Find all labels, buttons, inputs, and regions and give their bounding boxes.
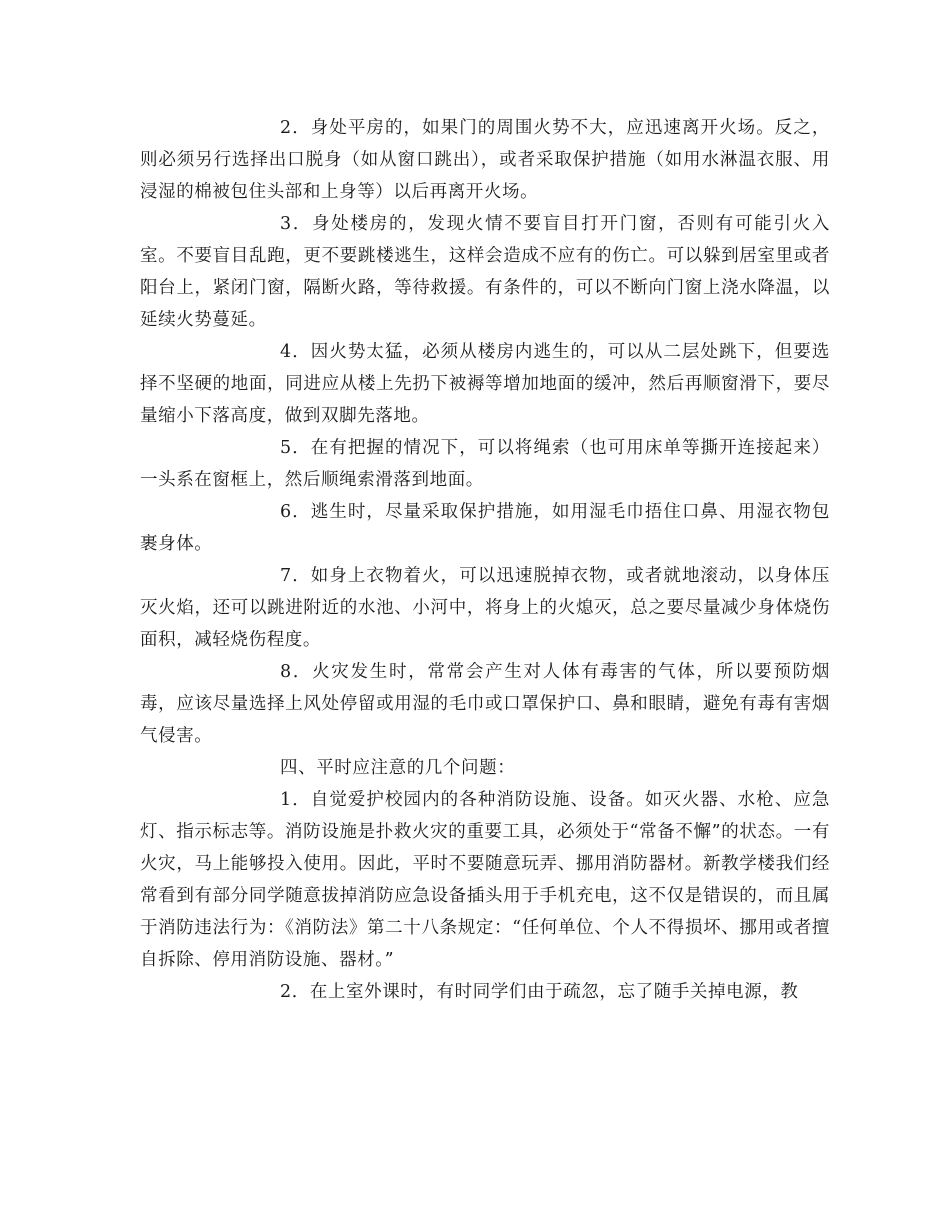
paragraph-rope-escape: 5．在有把握的情况下，可以将绳索（也可用床单等撕开连接起来）一头系在窗框上，然后顺绳索滑落到地面。	[140, 438, 830, 490]
paragraph-clothes-on-fire: 7．如身上衣物着火，可以迅速脱掉衣物，或者就地滚动，以身体压灭火焰，还可以跳进附近的水池、小河中，将身上的火熄灭，总之要尽量减少身体烧伤面积，减轻烧伤程度。	[140, 566, 830, 650]
paragraph-power-off: 2．在上室外课时，有时同学们由于疏忽，忘了随手关掉电源，教	[280, 982, 799, 1002]
section-heading: 四、平时应注意的几个问题：	[280, 758, 516, 778]
paragraph-escape-building: 3．身处楼房的，发现火情不要盲目打开门窗，否则有可能引火入室。不要盲目乱跑，更不要跳楼逃生，这样会造成不应有的伤亡。可以躲到居室里或者阳台上，紧闭门窗，隔断火路，等待救援。有条件的，可以不断向门窗上浇水降温，以延续火势蔓延。	[140, 214, 830, 330]
paragraph-escape-bungalow: 2．身处平房的，如果门的周围火势不大，应迅速离开火场。反之，则必须另行选择出口脱身（如从窗口跳出），或者采取保护措施（如用水淋温衣服、用浸湿的棉被包住头部和上身等）以后再离开火场。	[140, 118, 830, 202]
paragraph-jump-second-floor: 4．因火势太猛，必须从楼房内逃生的，可以从二层处跳下，但要选择不坚硬的地面，同进应从楼上先扔下被褥等增加地面的缓冲，然后再顺窗滑下，要尽量缩小下落高度，做到双脚先落地。	[140, 342, 830, 426]
document-body	[140, 112, 830, 1008]
paragraph-protective-measures: 6．逃生时，尽量采取保护措施，如用湿毛巾捂住口鼻、用湿衣物包裹身体。	[140, 502, 830, 554]
paragraph-fire-facilities: 1．自觉爱护校园内的各种消防设施、设备。如灭火器、水枪、应急灯、指示标志等。消防设施是扑救火灾的重要工具，必须处于“常备不懈”的状态。一有火灾，马上能够投入使用。因此，平时不要随意玩弄、挪用消防器材。新教学楼我们经常看到有部分同学随意拔掉消防应急设备插头用于手机充电，这不仅是错误的，而且属于消防违法行为：《消防法》第二十八条规定：“任何单位、个人不得损坏、挪用或者擅自拆除、停用消防设施、器材。”	[140, 790, 830, 970]
paragraph-toxic-smoke: 8．火灾发生时，常常会产生对人体有毒害的气体，所以要预防烟毒，应该尽量选择上风处停留或用湿的毛巾或口罩保护口、鼻和眼睛，避免有毒有害烟气侵害。	[140, 662, 830, 746]
